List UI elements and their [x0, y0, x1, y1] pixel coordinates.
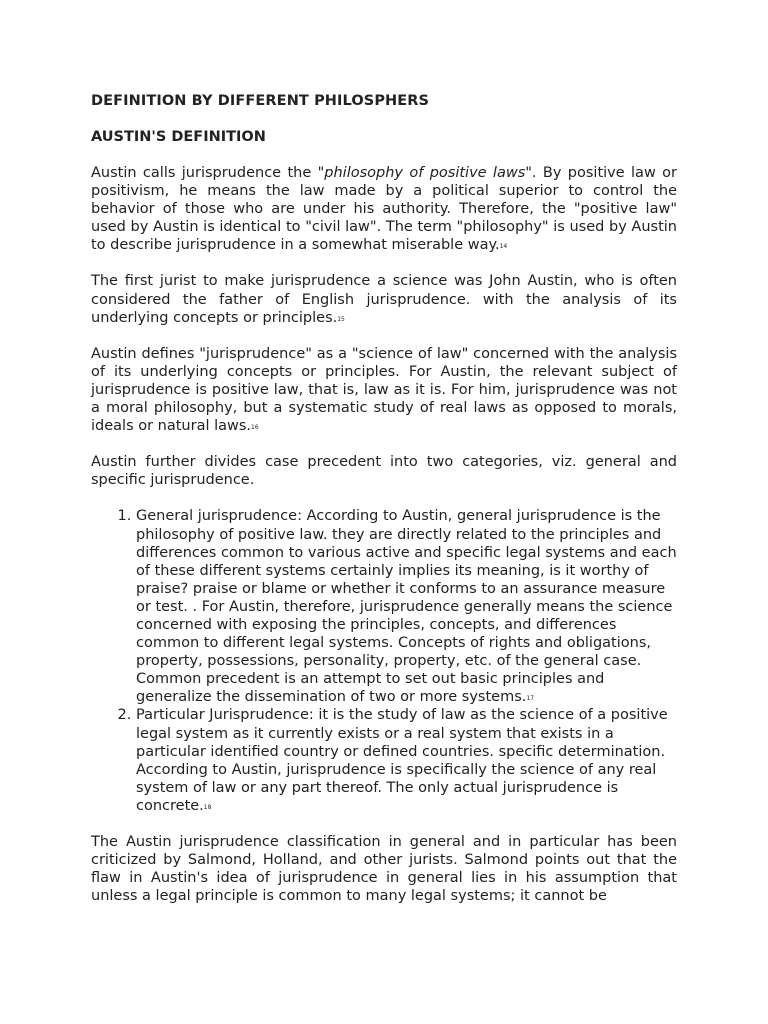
paragraph-2 — [91, 272, 677, 326]
footnote-marker: 14 — [499, 243, 508, 251]
paragraph-3-text: Austin defines "jurisprudence" as a "science of law" concerned with the analysis of its underlying concepts or principles. For Austin, the relevant subject of jurisprudence is positive law, that is, law as it is. For him, jurisprudence was not a moral philosophy, but a systematic study of real laws as opposed to morals, ideals or natural laws. — [91, 345, 677, 435]
document-page — [91, 92, 677, 905]
paragraph-1-emphasis: philosophy of positive laws — [324, 165, 526, 181]
categories-list — [91, 507, 677, 815]
paragraph-1-text-start: Austin calls jurisprudence the " — [91, 165, 325, 181]
list-item-general — [136, 507, 677, 706]
footnote-marker: 18 — [203, 803, 212, 811]
list-item-text: Particular Jurisprudence: it is the study of law as the science of a positive legal system as it currently exists or a real system that exists in a particular identified country or defined countries. specific determination. According to Austin, jurisprudence is specifically the science of any real system of law or any part thereof. The only actual jurisprudence is concrete. — [136, 707, 668, 814]
section-title: AUSTIN'S DEFINITION — [91, 129, 266, 145]
paragraph-4 — [91, 453, 677, 489]
list-item-text: General jurisprudence: According to Austin, general jurisprudence is the philosophy of positive law. they are directly related to the principles and differences common to various active and specific legal systems and each of these different systems certainly implies its meaning, is it worthy of praise? praise or blame or whether it conforms to an assurance measure or test. . For Austin, therefore, jurisprudence generally means the science concerned with exposing the principles, concepts, and differences common to different legal systems. Concepts of rights and obligations, property, possessions, personality, property, etc. of the general case. Common precedent is an attempt to set out basic principles and generalize the dissemination of two or more systems. — [136, 508, 677, 706]
footnote-marker: 17 — [526, 695, 535, 703]
paragraph-5 — [91, 833, 677, 905]
paragraph-3 — [91, 345, 677, 435]
document-title: DEFINITION BY DIFFERENT PHILOSPHERS — [91, 93, 430, 109]
paragraph-1 — [91, 164, 677, 254]
paragraph-4-text: Austin further divides case precedent into two categories, viz. general and specific jurisprudence. — [91, 454, 677, 489]
footnote-marker: 15 — [337, 315, 345, 323]
list-item-particular — [136, 706, 677, 815]
footnote-marker: 16 — [251, 424, 259, 432]
paragraph-1-text-end: ". By positive law or positivism, he means the law made by a political superior to control the behavior of those who are under his authority. Therefore, the "positive law" used by Austin is identical to "civil law". The term "philosophy" is used by Austin to describe jurisprudence in a somewhat miserable way. — [91, 165, 677, 254]
paragraph-5-text: The Austin jurisprudence classification in general and in particular has been criticized by Salmond, Holland, and other jurists. Salmond points out that the flaw in Austin's idea of jurisprudence in general lies in his assumption that unless a legal principle is common to many legal systems; it cannot be — [91, 834, 677, 905]
paragraph-2-text: The first jurist to make jurisprudence a science was John Austin, who is often considered the father of English jurisprudence. with the analysis of its underlying concepts or principles. — [91, 273, 677, 326]
